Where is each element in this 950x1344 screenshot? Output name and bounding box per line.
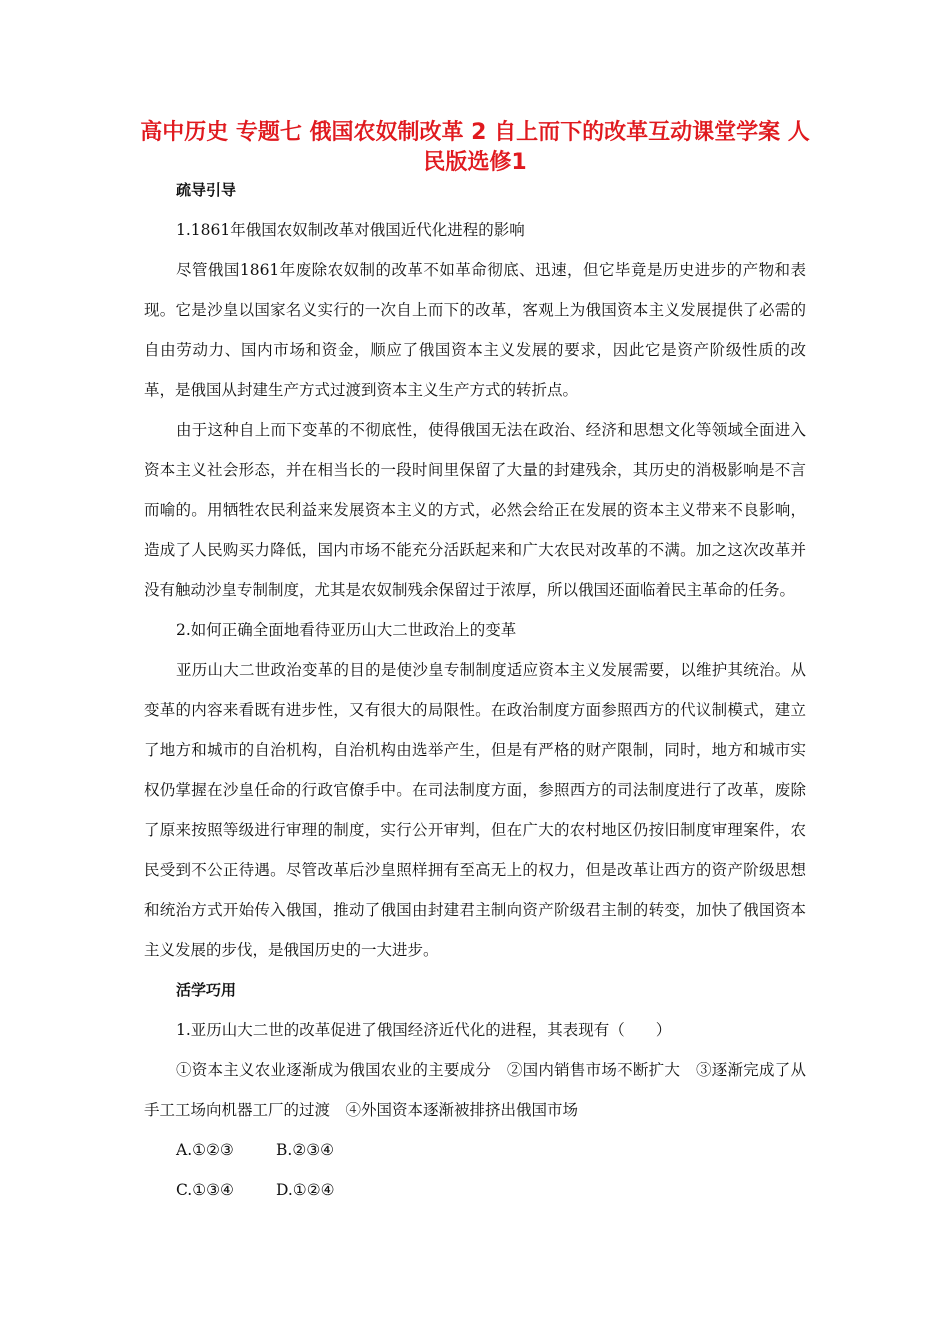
question-1-paragraph-2: 由于这种自上而下变革的不彻底性，使得俄国无法在政治、经济和思想文化等领域全面进入资本主义社会形态，并在相当长的一段时间里保留了大量的封建残余，其历史的消极影响是不言而喻的。用牺牲农民利益来发展资本主义的方式，必然会给正在发展的资本主义带来不良影响，造成了人民购买力降低，国内市场不能充分活跃起来和广大农民对改革的不满。加之这次改革并没有触动沙皇专制制度，尤其是农奴制残余保留过于浓厚，所以俄国还面临着民主革命的任务。 bbox=[144, 421, 806, 599]
question-1-paragraph-1: 尽管俄国1861年废除农奴制的改革不如革命彻底、迅速，但它毕竟是历史进步的产物和表现。它是沙皇以国家名义实行的一次自上而下的改革，客观上为俄国资本主义发展提供了必需的自由劳动力、国内市场和资金，顺应了俄国资本主义发展的要求，因此它是资产阶级性质的改革，是俄国从封建生产方式过渡到资本主义生产方式的转折点。 bbox=[144, 261, 806, 399]
exercise-1-options-row-1 bbox=[144, 1130, 806, 1170]
option-b: B.②③④ bbox=[276, 1141, 335, 1159]
option-a: A.①②③ bbox=[176, 1141, 234, 1159]
option-d: D.①②④ bbox=[276, 1181, 335, 1199]
exercise-1-items: ①资本主义农业逐渐成为俄国农业的主要成分 ②国内销售市场不断扩大 ③逐渐完成了从手工工场向机器工厂的过渡 ④外国资本逐渐被排挤出俄国市场 bbox=[144, 1061, 806, 1119]
document-body bbox=[144, 170, 806, 1210]
option-c: C.①③④ bbox=[176, 1181, 234, 1199]
document-title: 高中历史 专题七 俄国农奴制改革 2 自上而下的改革互动课堂学案 人民版选修1 bbox=[140, 120, 810, 175]
exercise-1-stem: 1.亚历山大二世的改革促进了俄国经济近代化的进程，其表现有（ ） bbox=[176, 1021, 672, 1039]
question-1-title: 1.1861年俄国农奴制改革对俄国近代化进程的影响 bbox=[176, 221, 525, 239]
section-heading-guidance: 疏导引导 bbox=[176, 181, 237, 199]
question-2-paragraph-1: 亚历山大二世政治变革的目的是使沙皇专制制度适应资本主义发展需要，以维护其统治。从变革的内容来看既有进步性，又有很大的局限性。在政治制度方面参照西方的代议制模式，建立了地方和城市的自治机构，自治机构由选举产生，但是有严格的财产限制，同时，地方和城市实权仍掌握在沙皇任命的行政官僚手中。在司法制度方面，参照西方的司法制度进行了改革，废除了原来按照等级进行审理的制度，实行公开审判，但在广大的农村地区仍按旧制度审理案件，农民受到不公正待遇。尽管改革后沙皇照样拥有至高无上的权力，但是改革让西方的资产阶级思想和统治方式开始传入俄国，推动了俄国由封建君主制向资产阶级君主制的转变，加快了俄国资本主义发展的步伐，是俄国历史的一大进步。 bbox=[144, 661, 806, 959]
question-2-title: 2.如何正确全面地看待亚历山大二世政治上的变革 bbox=[176, 621, 517, 639]
exercise-1-options-row-2 bbox=[144, 1170, 806, 1210]
section-heading-practice: 活学巧用 bbox=[176, 981, 237, 999]
